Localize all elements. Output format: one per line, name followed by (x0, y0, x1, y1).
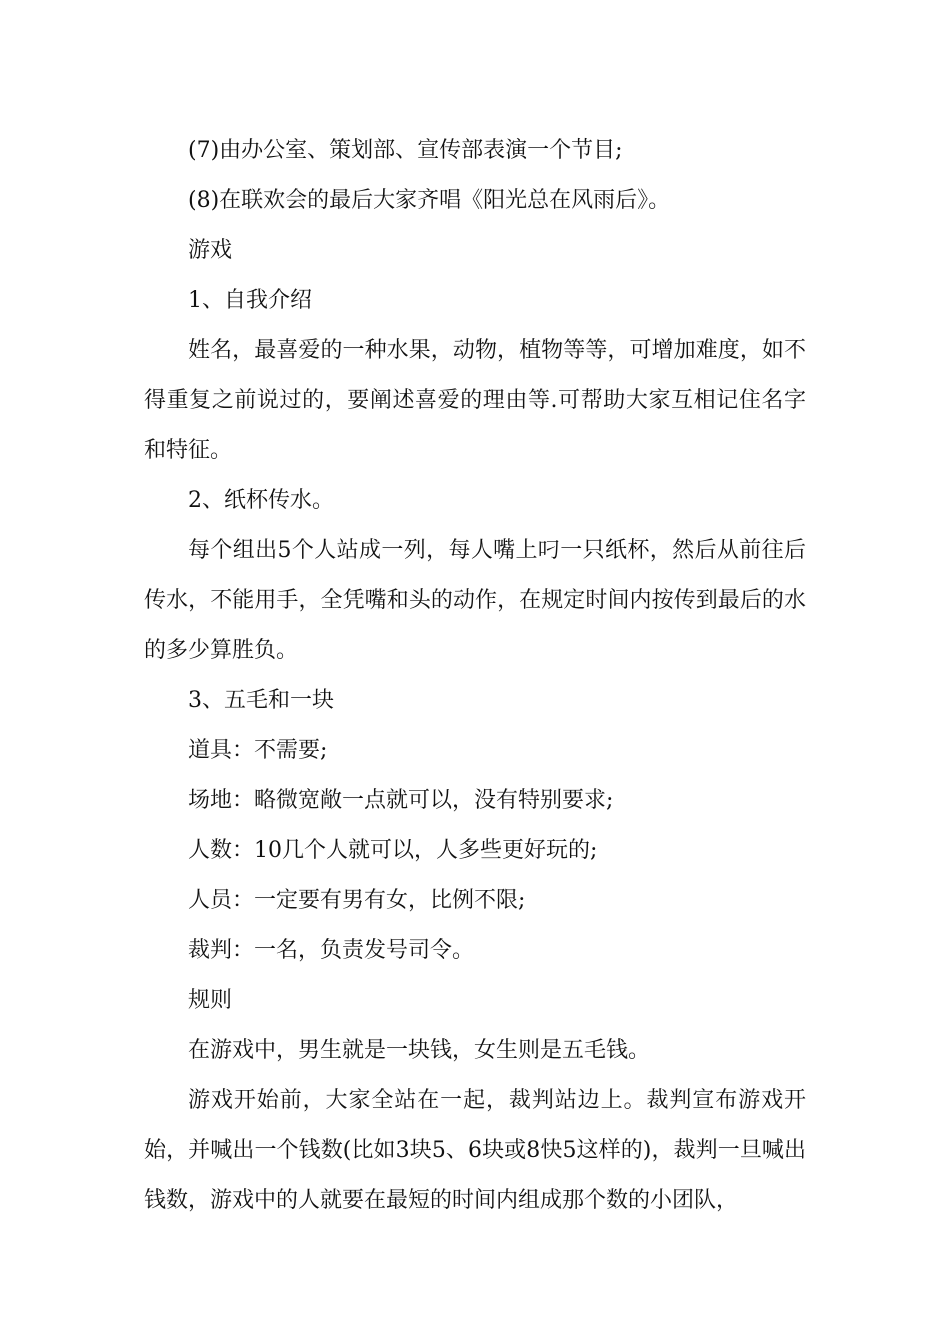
section-heading-games: 游戏 (188, 238, 233, 263)
game-3-props: 道具：不需要; (188, 738, 328, 763)
document-body (144, 126, 806, 1226)
game-1-title: 1、自我介绍 (188, 288, 312, 313)
game-2-title: 2、纸杯传水。 (188, 488, 334, 513)
game-2-description: 每个组出5个人站成一列，每人嘴上叼一只纸杯，然后从前往后传水，不能用手，全凭嘴和头的动作，在规定时间内按传到最后的水的多少算胜负。 (144, 538, 806, 663)
game-3-venue: 场地：略微宽敞一点就可以，没有特别要求; (188, 788, 614, 813)
item-8-song: (8)在联欢会的最后大家齐唱《阳光总在风雨后》。 (188, 188, 671, 213)
game-3-referee: 裁判：一名，负责发号司令。 (188, 938, 475, 963)
game-3-title: 3、五毛和一块 (188, 688, 334, 713)
game-3-players: 人员：一定要有男有女，比例不限; (188, 888, 526, 913)
rules-values: 在游戏中，男生就是一块钱，女生则是五毛钱。 (188, 1038, 651, 1063)
item-7-performance: (7)由办公室、策划部、宣传部表演一个节目; (188, 138, 623, 163)
rules-heading: 规则 (188, 988, 233, 1013)
game-1-description: 姓名，最喜爱的一种水果，动物，植物等等，可增加难度，如不得重复之前说过的，要阐述喜爱的理由等.可帮助大家互相记住名字和特征。 (144, 338, 806, 463)
rules-procedure: 游戏开始前，大家全站在一起，裁判站边上。裁判宣布游戏开始，并喊出一个钱数(比如3块5、6块或8快5这样的)，裁判一旦喊出钱数，游戏中的人就要在最短的时间内组成那个数的小团队， (144, 1088, 806, 1213)
game-3-player-count: 人数：10几个人就可以，人多些更好玩的; (188, 838, 598, 863)
